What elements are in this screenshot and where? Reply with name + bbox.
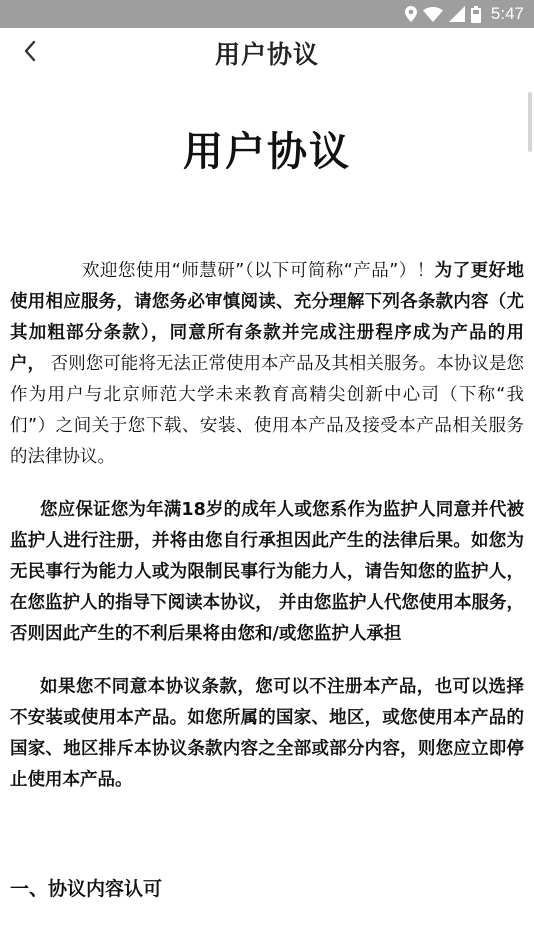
location-icon bbox=[405, 6, 417, 22]
guardian-paragraph: 您应保证您为年满18岁的成年人或您系作为监护人同意并代被监护人进行注册，并将由您自行承担因此产生的法律后果。如您为无民事行为能力人或为限制民事行为能力人，请告知您的监护人，在您监护人的指导下阅读本协议， 并由您监护人代您使用本服务，否则因此产生的不利后果将由您和/或您监护人承担 bbox=[10, 500, 524, 644]
wifi-icon bbox=[423, 7, 443, 22]
intro-normal-text: 欢迎您使用“师慧研”（以下可简称“产品”）！ bbox=[82, 261, 435, 281]
back-button[interactable] bbox=[12, 36, 48, 70]
intro-paragraph bbox=[10, 256, 524, 473]
chevron-left-icon bbox=[23, 40, 37, 66]
status-bar bbox=[0, 0, 534, 28]
signal-icon bbox=[449, 6, 465, 22]
intro-bold-text: 为了更好地使用相应服务，请您务必审慎阅读、充分理解下列各条款内容（尤其加粗部分条款），同意所有条款并完成注册程序成为产品的用户， bbox=[10, 261, 524, 374]
app-bar-title: 用户协议 bbox=[214, 40, 319, 69]
section-heading: 一、协议内容认可 bbox=[10, 878, 163, 900]
scrollbar[interactable] bbox=[528, 92, 532, 152]
agreement-content bbox=[10, 78, 524, 901]
document-title: 用户协议 bbox=[183, 129, 351, 175]
app-bar bbox=[0, 28, 534, 78]
disagree-paragraph: 如果您不同意本协议条款，您可以不注册本产品，也可以选择不安装或使用本产品。如您所属的国家、地区，或您使用本产品的国家、地区排斥本协议条款内容之全部或部分内容，则您应立即停止使用本产品。 bbox=[10, 677, 524, 790]
intro-rest-text: 否则您可能将无法正常使用本产品及其相关服务。本协议是您作为用户与北京师范大学未来教育高精尖创新中心司（下称“我们”）之间关于您下载、安装、使用本产品及接受本产品相关服务的法律协议。 bbox=[10, 354, 525, 467]
battery-icon bbox=[471, 6, 481, 23]
status-time: 5:47 bbox=[490, 4, 524, 23]
